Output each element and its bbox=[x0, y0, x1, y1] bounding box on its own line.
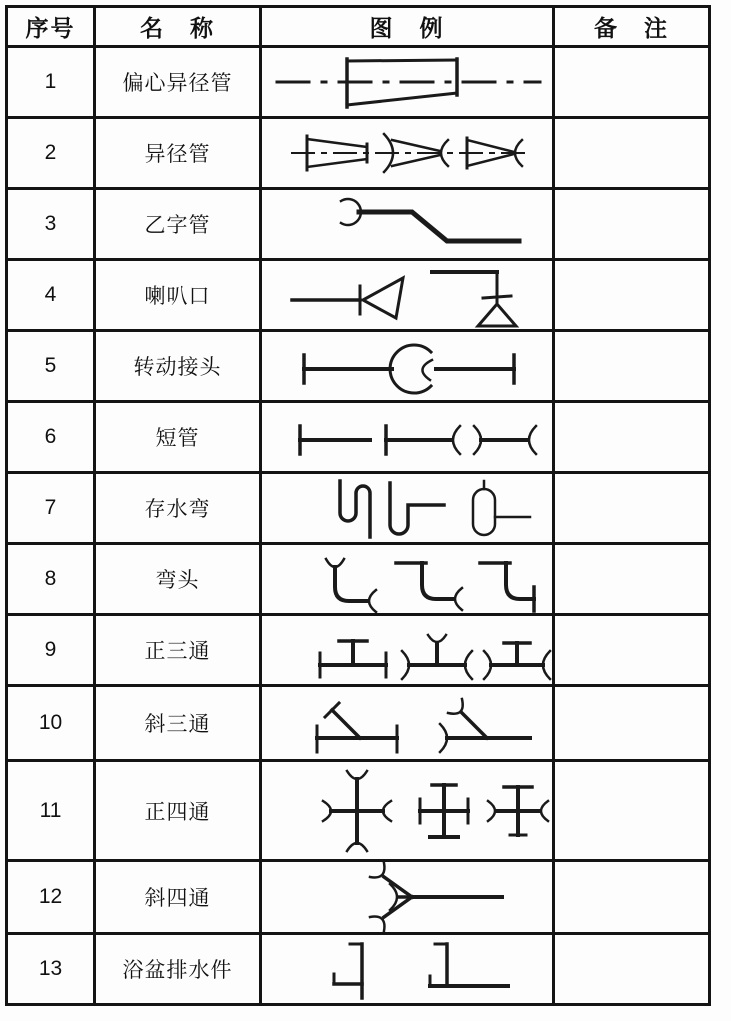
remark-cell bbox=[554, 47, 710, 118]
table-row bbox=[7, 47, 710, 118]
remark-cell bbox=[554, 861, 710, 934]
row-number: 4 bbox=[7, 260, 95, 331]
fitting-name: 短管 bbox=[95, 402, 261, 473]
table-row bbox=[7, 934, 710, 1005]
fitting-name: 转动接头 bbox=[95, 331, 261, 402]
row-number: 6 bbox=[7, 402, 95, 473]
row-number: 11 bbox=[7, 761, 95, 861]
fitting-name: 乙字管 bbox=[95, 189, 261, 260]
table-row bbox=[7, 189, 710, 260]
water-trap-symbol bbox=[262, 475, 552, 541]
table-row bbox=[7, 260, 710, 331]
header-row bbox=[7, 7, 710, 47]
row-number: 5 bbox=[7, 331, 95, 402]
fitting-name: 正三通 bbox=[95, 615, 261, 686]
remark-cell bbox=[554, 260, 710, 331]
row-number: 13 bbox=[7, 934, 95, 1005]
remark-cell bbox=[554, 118, 710, 189]
row-number: 7 bbox=[7, 473, 95, 544]
table-row bbox=[7, 402, 710, 473]
header-legend: 图 例 bbox=[261, 7, 554, 47]
remark-cell bbox=[554, 331, 710, 402]
short-pipe-symbol bbox=[262, 404, 552, 470]
remark-cell bbox=[554, 686, 710, 761]
swivel-joint-symbol bbox=[262, 333, 552, 399]
remark-cell bbox=[554, 402, 710, 473]
remark-cell bbox=[554, 761, 710, 861]
fitting-name: 异径管 bbox=[95, 118, 261, 189]
remark-cell bbox=[554, 615, 710, 686]
table-row bbox=[7, 761, 710, 861]
remark-cell bbox=[554, 473, 710, 544]
fitting-name: 正四通 bbox=[95, 761, 261, 861]
fitting-name: 斜四通 bbox=[95, 861, 261, 934]
oblique-tee-symbol bbox=[262, 688, 552, 758]
remark-cell bbox=[554, 189, 710, 260]
row-number: 8 bbox=[7, 544, 95, 615]
header-num: 序号 bbox=[7, 7, 95, 47]
fitting-name: 斜三通 bbox=[95, 686, 261, 761]
oblique-cross-symbol bbox=[262, 862, 552, 932]
table-row bbox=[7, 615, 710, 686]
header-remark: 备 注 bbox=[554, 7, 710, 47]
row-number: 12 bbox=[7, 861, 95, 934]
bell-mouth-symbol bbox=[262, 262, 552, 328]
row-number: 3 bbox=[7, 189, 95, 260]
plumbing-symbol-legend-table bbox=[5, 5, 711, 1006]
row-number: 9 bbox=[7, 615, 95, 686]
fitting-name: 弯头 bbox=[95, 544, 261, 615]
row-number: 10 bbox=[7, 686, 95, 761]
offset-pipe-symbol bbox=[262, 192, 552, 256]
table-row bbox=[7, 331, 710, 402]
table-row bbox=[7, 861, 710, 934]
reducer-symbol bbox=[262, 120, 552, 186]
remark-cell bbox=[554, 544, 710, 615]
table-row bbox=[7, 544, 710, 615]
straight-cross-symbol bbox=[262, 763, 552, 859]
remark-cell bbox=[554, 934, 710, 1005]
fitting-name: 浴盆排水件 bbox=[95, 934, 261, 1005]
row-number: 2 bbox=[7, 118, 95, 189]
fitting-name: 喇叭口 bbox=[95, 260, 261, 331]
elbow-symbol bbox=[262, 545, 552, 613]
straight-tee-symbol bbox=[262, 617, 552, 683]
row-number: 1 bbox=[7, 47, 95, 118]
bathtub-drain-symbol bbox=[262, 936, 552, 1002]
fitting-name: 偏心异径管 bbox=[95, 47, 261, 118]
fitting-name: 存水弯 bbox=[95, 473, 261, 544]
table-row bbox=[7, 118, 710, 189]
header-name: 名 称 bbox=[95, 7, 261, 47]
table-row bbox=[7, 473, 710, 544]
table-row bbox=[7, 686, 710, 761]
eccentric-reducer-symbol bbox=[262, 49, 552, 115]
